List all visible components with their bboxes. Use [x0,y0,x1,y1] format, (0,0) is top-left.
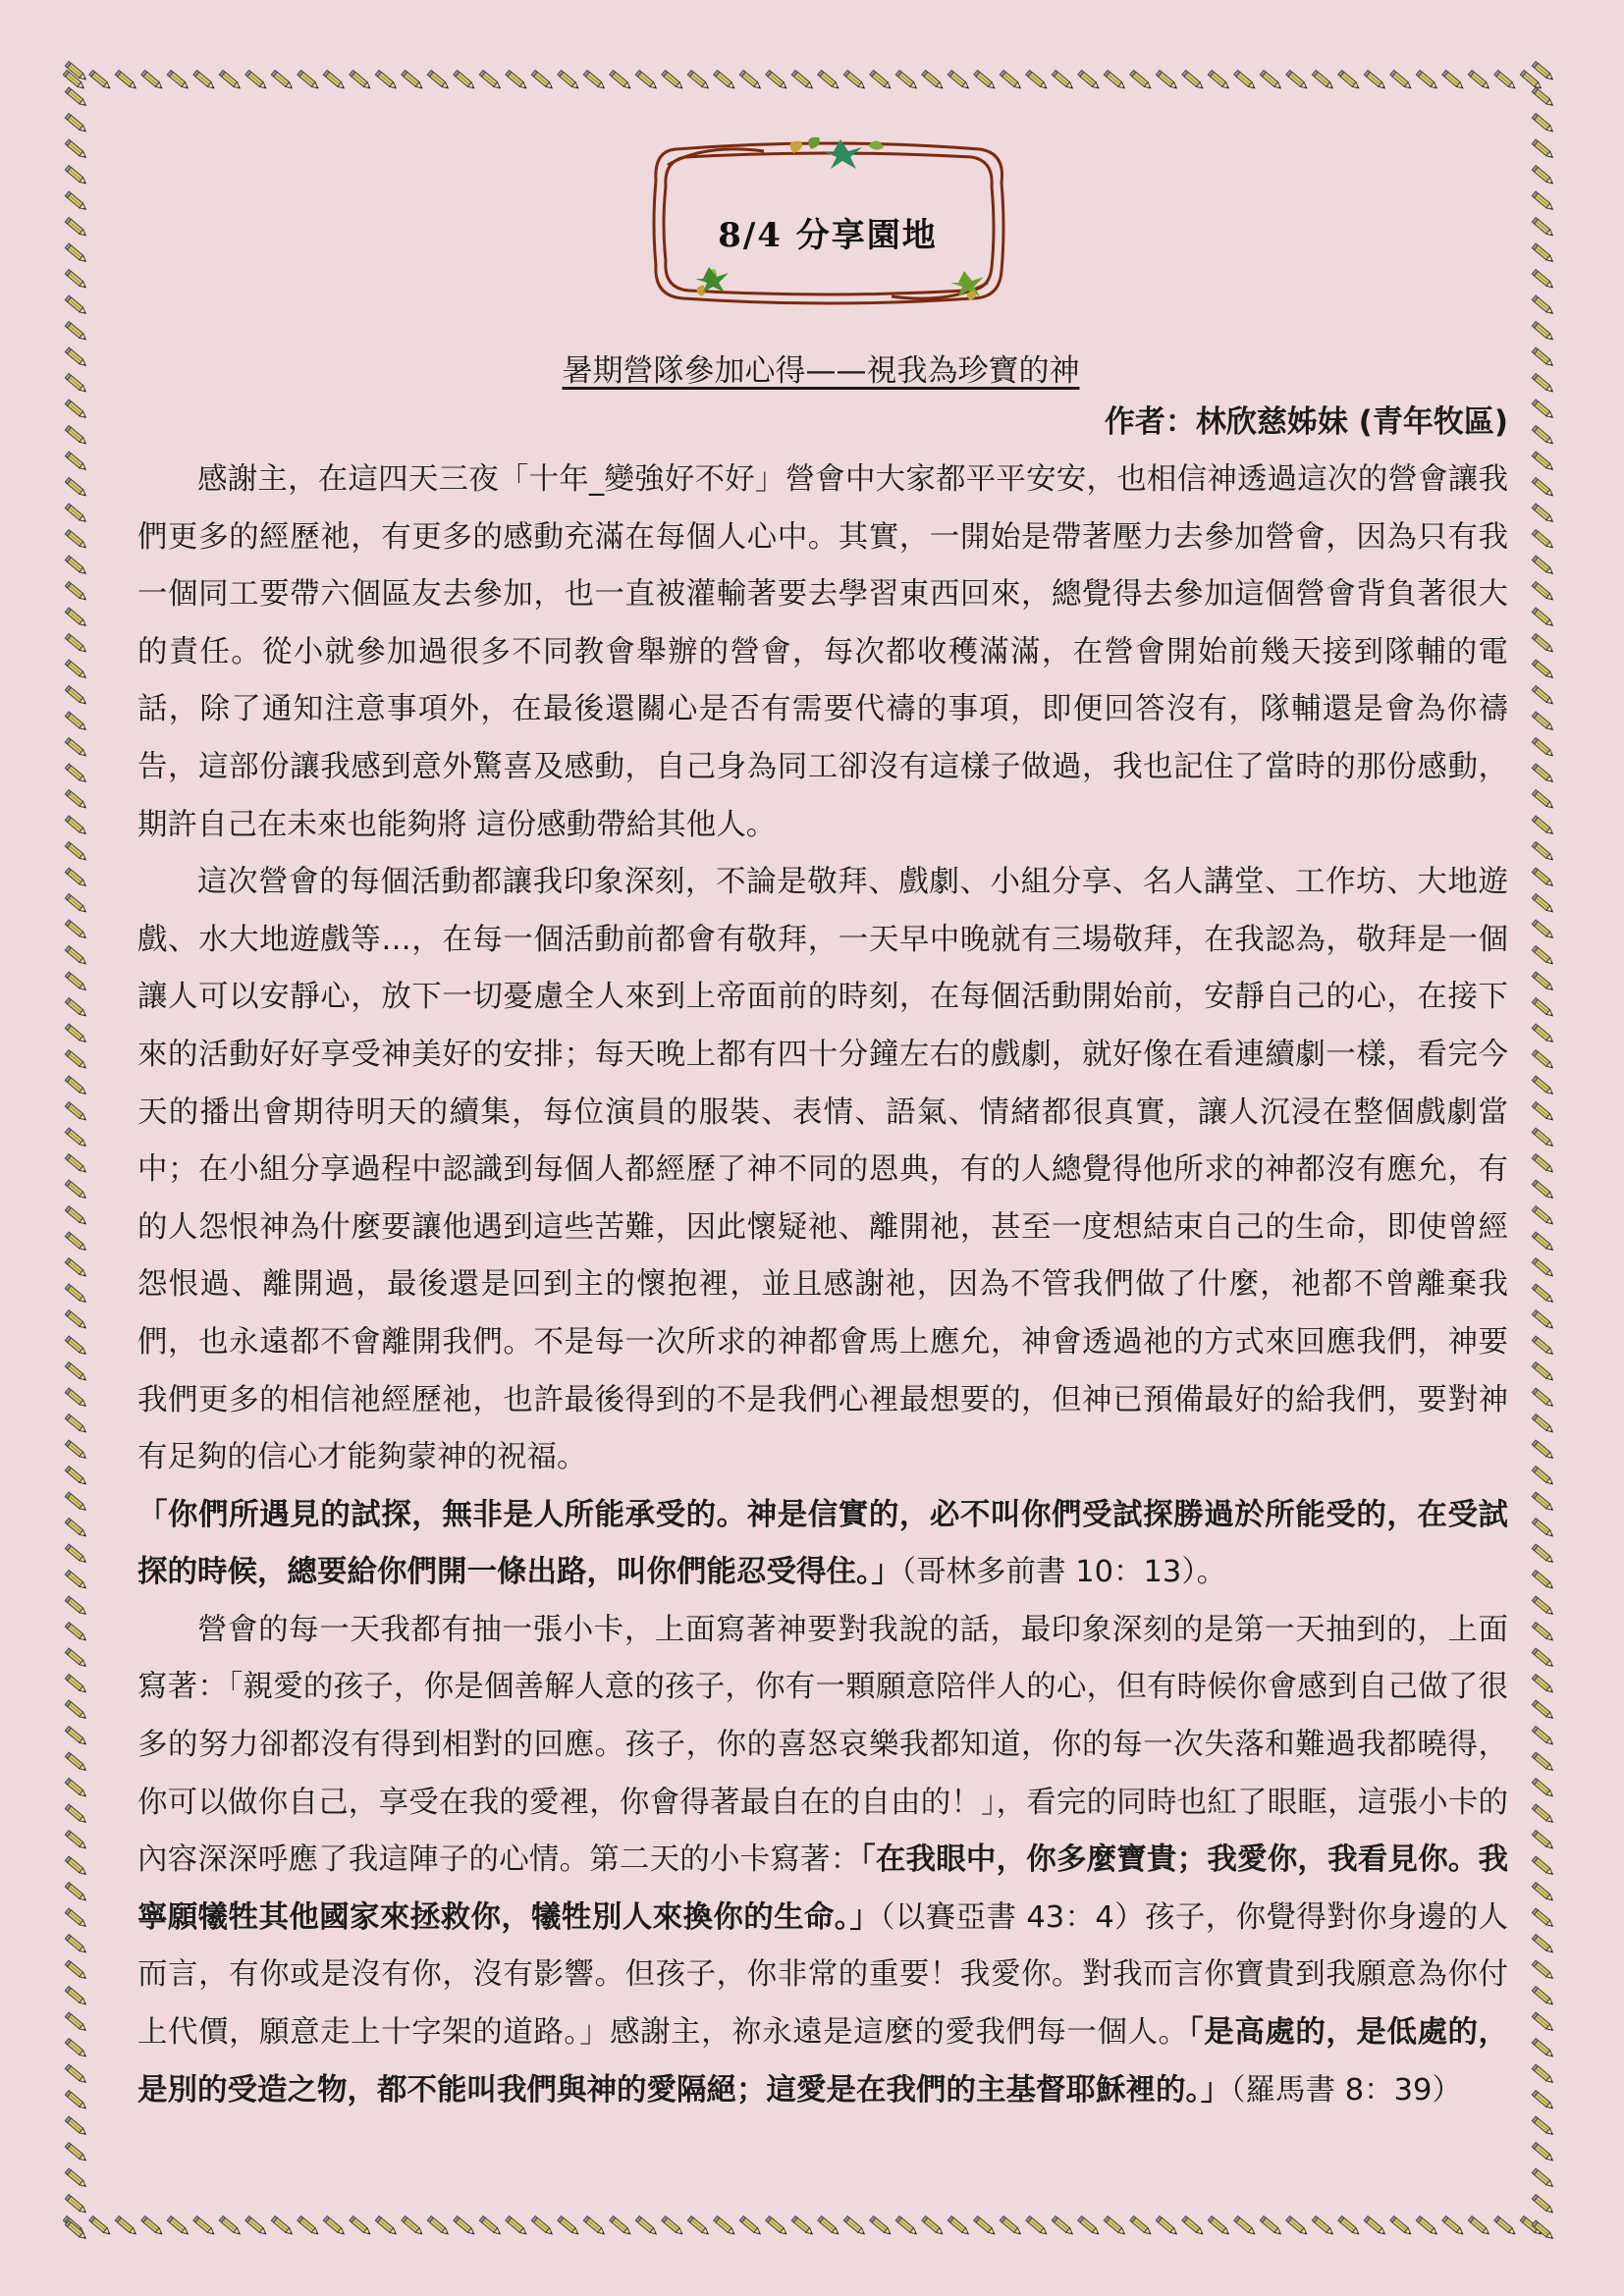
verse-1-reference: （哥林多前書 10：13）。 [900,1555,1227,1590]
pencil-border-left-icon [59,61,98,2240]
pencil-border-bottom-icon [63,2207,1561,2240]
article-title: 暑期營隊參加心得——視我為珍寶的神 [562,353,1080,389]
verse-2-text: 「在我眼中，你多麼寶貴；我愛你，我看見你。我寧願犧牲其他國家來拯救你，犧牲別人來換你的生命。」 [137,1842,1509,1935]
verse-3-reference: （羅馬書 8：39） [1230,2072,1462,2108]
verse-1-text: 「你們所遇見的試探，無非是人所能承受的。神是信實的，必不叫你們受試探勝過於所能受的，在受試探的時候，總要給你們開一條出路，叫你們能忍受得住。」 [137,1497,1508,1590]
author-line: 作者：林欣慈姊妹 (青年牧區) [1104,404,1508,440]
paragraph-1 [137,452,1508,854]
verse-1 [137,1487,1508,1602]
paragraph-3-text: 營會的每一天我都有抽一張小卡，上面寫著神要對我說的話，最印象深刻的是第一天抽到的，上面寫著：「親愛的孩子，你是個善解人意的孩子，你有一顆願意陪伴人的心，但有時候你會感到自己做了很多的努力卻都沒有得到相對的回應。孩子，你的喜怒哀樂我都知道，你的每一次失落和難過我都曉得，你可以做你自己，享受在我的愛裡，你會得著最自在的自由的！」，看完的同時也紅了眼眶，這張小卡的內容深深呼應了我這陣子的心情。第二天的小卡寫著： [137,1612,1508,1878]
paragraph-2 [137,854,1508,1487]
article-body [137,452,1508,2119]
paragraph-3 [137,1602,1508,2119]
verse-3-text: 「是高處的，是低處的，是別的受造之物，都不能叫我們與神的愛隔絕；這愛是在我們的主基督耶穌裡的。」 [137,2015,1509,2108]
pencil-border-top-icon [63,61,1561,94]
paragraph-1-text: 感謝主，在這四天三夜「十年_變強好不好」營會中大家都平平安安，也相信神透過這次的營會讓我們更多的經歷祂，有更多的感動充滿在每個人心中。其實，一開始是帶著壓力去參加營會，因為只有我一個同工要帶六個區友去參加，也一直被灌輸著要去學習東西回來，總覺得去參加這個營會背負著很大的責任。從小就參加過很多不同教會舉辦的營會，每次都收穫滿滿，在營會開始前幾天接到隊輔的電話，除了通知注意事項外，在最後還關心是否有需要代禱的事項，即便回答沒有，隊輔還是會為你禱告，這部份讓我感到意外驚喜及感動，自己身為同工卻沒有這樣子做過，我也記住了當時的那份感動，期許自己在未來也能夠將 這份感動帶給其他人。 [137,462,1508,842]
page-title: 8/4 分享園地 [718,216,938,255]
title-frame [646,135,1009,310]
paragraph-3-continuation: （以賽亞書 43：4）孩子，你覺得對你身邊的人而言，有你或是沒有你，沒有影響。但孩子，你非常的重要！我愛你。對我而言你寶貴到我願意為你付上代價，願意走上十字架的道路。」感謝主，祢永遠是這麼的愛我們每一個人。 [137,1899,1508,2051]
pencil-border-right-icon [1526,61,1565,2240]
paragraph-2-text: 這次營會的每個活動都讓我印象深刻，不論是敬拜、戲劇、小組分享、名人講堂、工作坊、大地遊戲、水大地遊戲等…，在每一個活動前都會有敬拜，一天早中晚就有三場敬拜，在我認為，敬拜是一個讓人可以安靜心，放下一切憂慮全人來到上帝面前的時刻，在每個活動開始前，安靜自己的心，在接下來的活動好好享受神美好的安排；每天晚上都有四十分鐘左右的戲劇，就好像在看連續劇一樣，看完今天的播出會期待明天的續集，每位演員的服裝、表情、語氣、情緒都很真實，讓人沉浸在整個戲劇當中；在小組分享過程中認識到每個人都經歷了神不同的恩典，有的人總覺得他所求的神都沒有應允，有的人怨恨神為什麼要讓他遇到這些苦難，因此懷疑祂、離開祂，甚至一度想結束自己的生命，即使曾經怨恨過、離開過，最後還是回到主的懷抱裡，並且感謝祂，因為不管我們做了什麼，祂都不曾離棄我們，也永遠都不會離開我們。不是每一次所求的神都會馬上應允，神會透過祂的方式來回應我們，神要我們更多的相信祂經歷祂，也許最後得到的不是我們心裡最想要的，但神已預備最好的給我們，要對神有足夠的信心才能夠蒙神的祝福。 [137,865,1508,1475]
